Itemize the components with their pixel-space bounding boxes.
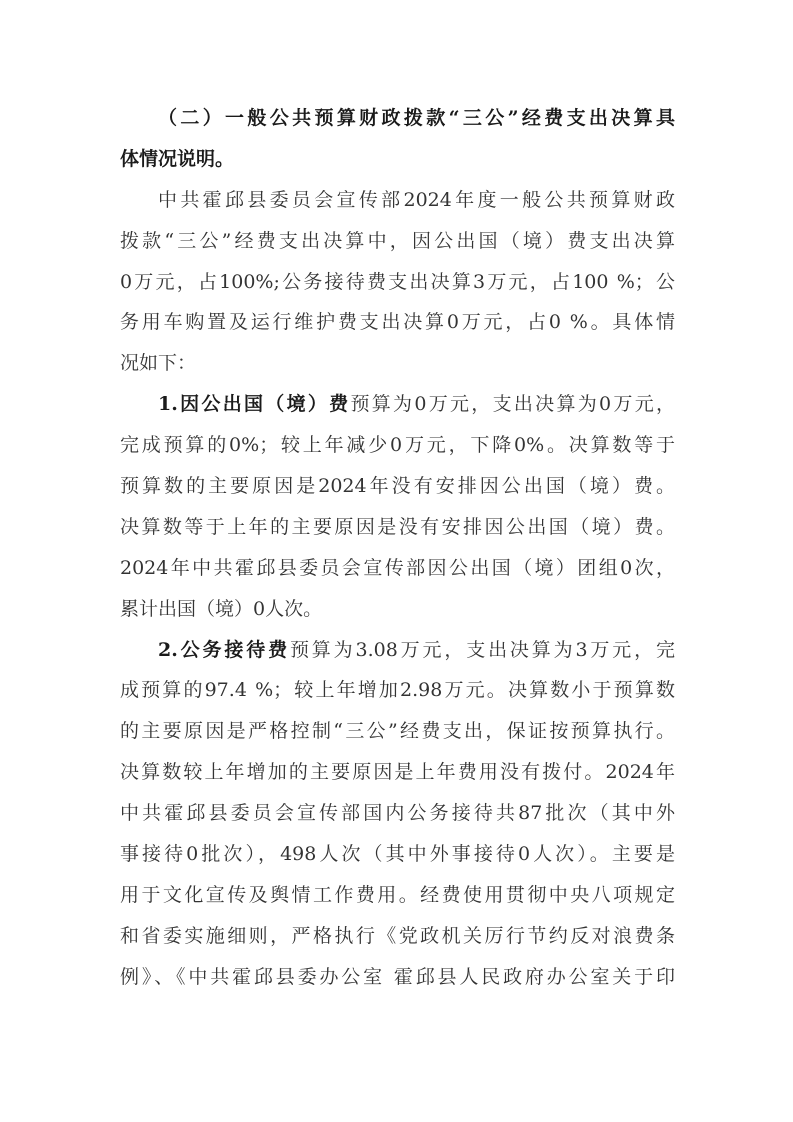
item2-line: 和省委实施细则，严格执行《党政机关厉行节约反对浪费条: [120, 924, 675, 947]
item2-line: 事接待0批次），498人次（其中外事接待0人次）。主要是: [120, 843, 675, 866]
intro-line: 拨款“三公”经费支出决算中，因公出国（境）费支出决算: [120, 229, 675, 252]
section-heading-line-2: 体情况说明。: [120, 147, 235, 170]
item2-line: 中共霍邱县委员会宣传部国内公务接待共87批次（其中外: [120, 802, 675, 825]
item2-line: 例》、《中共霍邱县委办公室 霍邱县人民政府办公室关于印: [120, 965, 675, 988]
document-body: [120, 98, 675, 998]
intro-line: 中共霍邱县委员会宣传部2024年度一般公共预算财政: [158, 188, 675, 211]
item2-first-text: 预算为3.08万元，支出决算为3万元，完: [289, 638, 675, 661]
item2-first-line: [120, 630, 675, 671]
item1-line: 2024年中共霍邱县委员会宣传部因公出国（境）团组0次，: [120, 556, 675, 579]
item1-first-text: 预算为0万元，支出决算为0万元，: [350, 393, 675, 416]
item1-line: 累计出国（境）0人次。: [120, 597, 323, 620]
item1-first-line: [120, 384, 675, 425]
item1-line: 决算数等于上年的主要原因是没有安排因公出国（境）费。: [120, 515, 675, 538]
item2-line: 成预算的97.4 %；较上年增加2.98万元。决算数小于预算数: [120, 679, 675, 702]
item2-line: 决算数较上年增加的主要原因是上年费用没有拨付。2024年: [120, 761, 675, 784]
item2-line: 用于文化宣传及舆情工作费用。经费使用贯彻中央八项规定: [120, 883, 675, 906]
item2-line: 的主要原因是严格控制“三公”经费支出，保证按预算执行。: [120, 720, 675, 743]
item1-title: 1.因公出国（境）费: [158, 393, 351, 416]
section-heading-line-1: （二）一般公共预算财政拨款“三公”经费支出决算具: [158, 107, 675, 129]
item1-line: 预算数的主要原因是2024年没有安排因公出国（境）费。: [120, 475, 675, 498]
intro-line: 况如下：: [120, 352, 197, 375]
intro-line: 务用车购置及运行维护费支出决算0万元，占0 %。具体情: [120, 311, 675, 334]
item2-title: 2.公务接待费: [158, 638, 290, 661]
item1-line: 完成预算的0%；较上年减少0万元，下降0%。决算数等于: [120, 434, 675, 457]
intro-line: 0万元，占100%;公务接待费支出决算3万元，占100 %；公: [120, 270, 675, 293]
